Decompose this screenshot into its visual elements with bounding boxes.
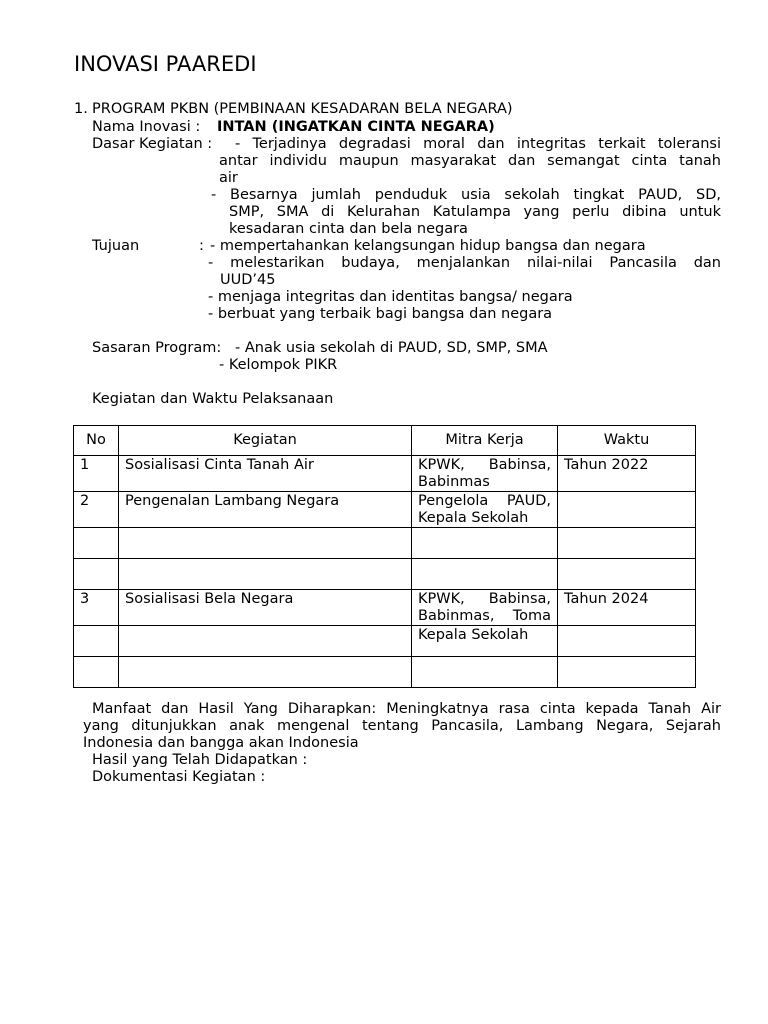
mitra-line: KPWK, Babinsa, <box>418 457 551 473</box>
mitra-line: Kepala Sekolah <box>418 510 529 526</box>
dasar-kegiatan-label: Dasar Kegiatan : <box>92 136 213 152</box>
cell-no <box>74 626 119 657</box>
cell-mitra: Kepala Sekolah <box>412 626 558 657</box>
cell-waktu: Tahun 2024 <box>558 590 696 626</box>
tujuan-colon: : <box>199 238 204 254</box>
cell-waktu <box>558 657 696 688</box>
cell-no <box>74 657 119 688</box>
tujuan-line: - melestarikan budaya, menjalankan nilai-nilai Pancasila dan <box>208 255 721 271</box>
dokumentasi-label: Dokumentasi Kegiatan : <box>92 769 266 785</box>
cell-mitra <box>412 528 558 559</box>
hasil-label: Hasil yang Telah Didapatkan : <box>92 752 308 768</box>
sasaran-line: - Kelompok PIKR <box>219 357 338 373</box>
tujuan-line: - berbuat yang terbaik bagi bangsa dan negara <box>208 306 553 322</box>
dasar-line: air <box>219 170 238 186</box>
dasar-line: - Terjadinya degradasi moral dan integritas terkait toleransi <box>235 136 721 152</box>
mitra-line: Babinmas <box>418 474 490 490</box>
mitra-line: Babinmas, Toma <box>418 608 551 624</box>
kegiatan-heading: Kegiatan dan Waktu Pelaksanaan <box>92 391 334 407</box>
cell-no: 1 <box>74 456 119 492</box>
cell-no: 2 <box>74 492 119 528</box>
sasaran-label: Sasaran Program: <box>92 340 222 356</box>
dasar-line: kesadaran cinta dan bela negara <box>229 221 468 237</box>
header-no: No <box>74 426 119 456</box>
page-title: INOVASI PAAREDI <box>74 52 257 76</box>
table-row <box>74 626 696 657</box>
cell-waktu: Tahun 2022 <box>558 456 696 492</box>
cell-mitra <box>412 492 558 528</box>
manfaat-line: yang ditunjukkan anak mengenal tentang Pancasila, Lambang Negara, Sejarah <box>83 718 721 734</box>
cell-kegiatan: Sosialisasi Bela Negara <box>119 590 412 626</box>
dasar-line: SMP, SMA di Kelurahan Katulampa yang perlu dibina untuk <box>229 204 721 220</box>
table-row <box>74 590 696 626</box>
cell-mitra <box>412 559 558 590</box>
tujuan-line: UUD’45 <box>220 272 276 288</box>
nama-inovasi-label: Nama Inovasi : <box>92 119 201 135</box>
tujuan-line: - mempertahankan kelangsungan hidup bangsa dan negara <box>210 238 646 254</box>
cell-kegiatan <box>119 626 412 657</box>
program-heading: PROGRAM PKBN (PEMBINAAN KESADARAN BELA NEGARA) <box>92 101 513 117</box>
cell-mitra <box>412 590 558 626</box>
cell-kegiatan: Pengenalan Lambang Negara <box>119 492 412 528</box>
cell-no <box>74 559 119 590</box>
header-mitra: Mitra Kerja <box>412 426 558 456</box>
sasaran-line: - Anak usia sekolah di PAUD, SD, SMP, SMA <box>235 340 548 356</box>
manfaat-line: Indonesia dan bangga akan Indonesia <box>83 735 359 751</box>
tujuan-line: - menjaga integritas dan identitas bangsa/ negara <box>208 289 573 305</box>
program-number: 1. <box>74 101 88 117</box>
cell-no <box>74 528 119 559</box>
dasar-line: - Besarnya jumlah penduduk usia sekolah tingkat PAUD, SD, <box>211 187 721 203</box>
table-row <box>74 528 696 559</box>
header-waktu: Waktu <box>558 426 696 456</box>
table-row <box>74 456 696 492</box>
cell-waktu <box>558 559 696 590</box>
kegiatan-table <box>73 425 696 688</box>
cell-mitra <box>412 456 558 492</box>
dasar-line: antar individu maupun masyarakat dan semangat cinta tanah <box>219 153 721 169</box>
table-row <box>74 657 696 688</box>
cell-kegiatan: Sosialisasi Cinta Tanah Air <box>119 456 412 492</box>
mitra-line: Pengelola PAUD, <box>418 493 551 509</box>
cell-kegiatan <box>119 528 412 559</box>
cell-waktu <box>558 626 696 657</box>
table-header-row <box>74 426 696 456</box>
table-row <box>74 559 696 590</box>
table-row <box>74 492 696 528</box>
nama-inovasi-value: INTAN (INGATKAN CINTA NEGARA) <box>217 119 495 135</box>
cell-mitra <box>412 657 558 688</box>
cell-waktu <box>558 492 696 528</box>
cell-kegiatan <box>119 559 412 590</box>
cell-no: 3 <box>74 590 119 626</box>
manfaat-line: Manfaat dan Hasil Yang Diharapkan: Meningkatnya rasa cinta kepada Tanah Air <box>92 701 721 717</box>
tujuan-label: Tujuan <box>92 238 140 254</box>
header-kegiatan: Kegiatan <box>119 426 412 456</box>
cell-waktu <box>558 528 696 559</box>
mitra-line: KPWK, Babinsa, <box>418 591 551 607</box>
cell-kegiatan <box>119 657 412 688</box>
